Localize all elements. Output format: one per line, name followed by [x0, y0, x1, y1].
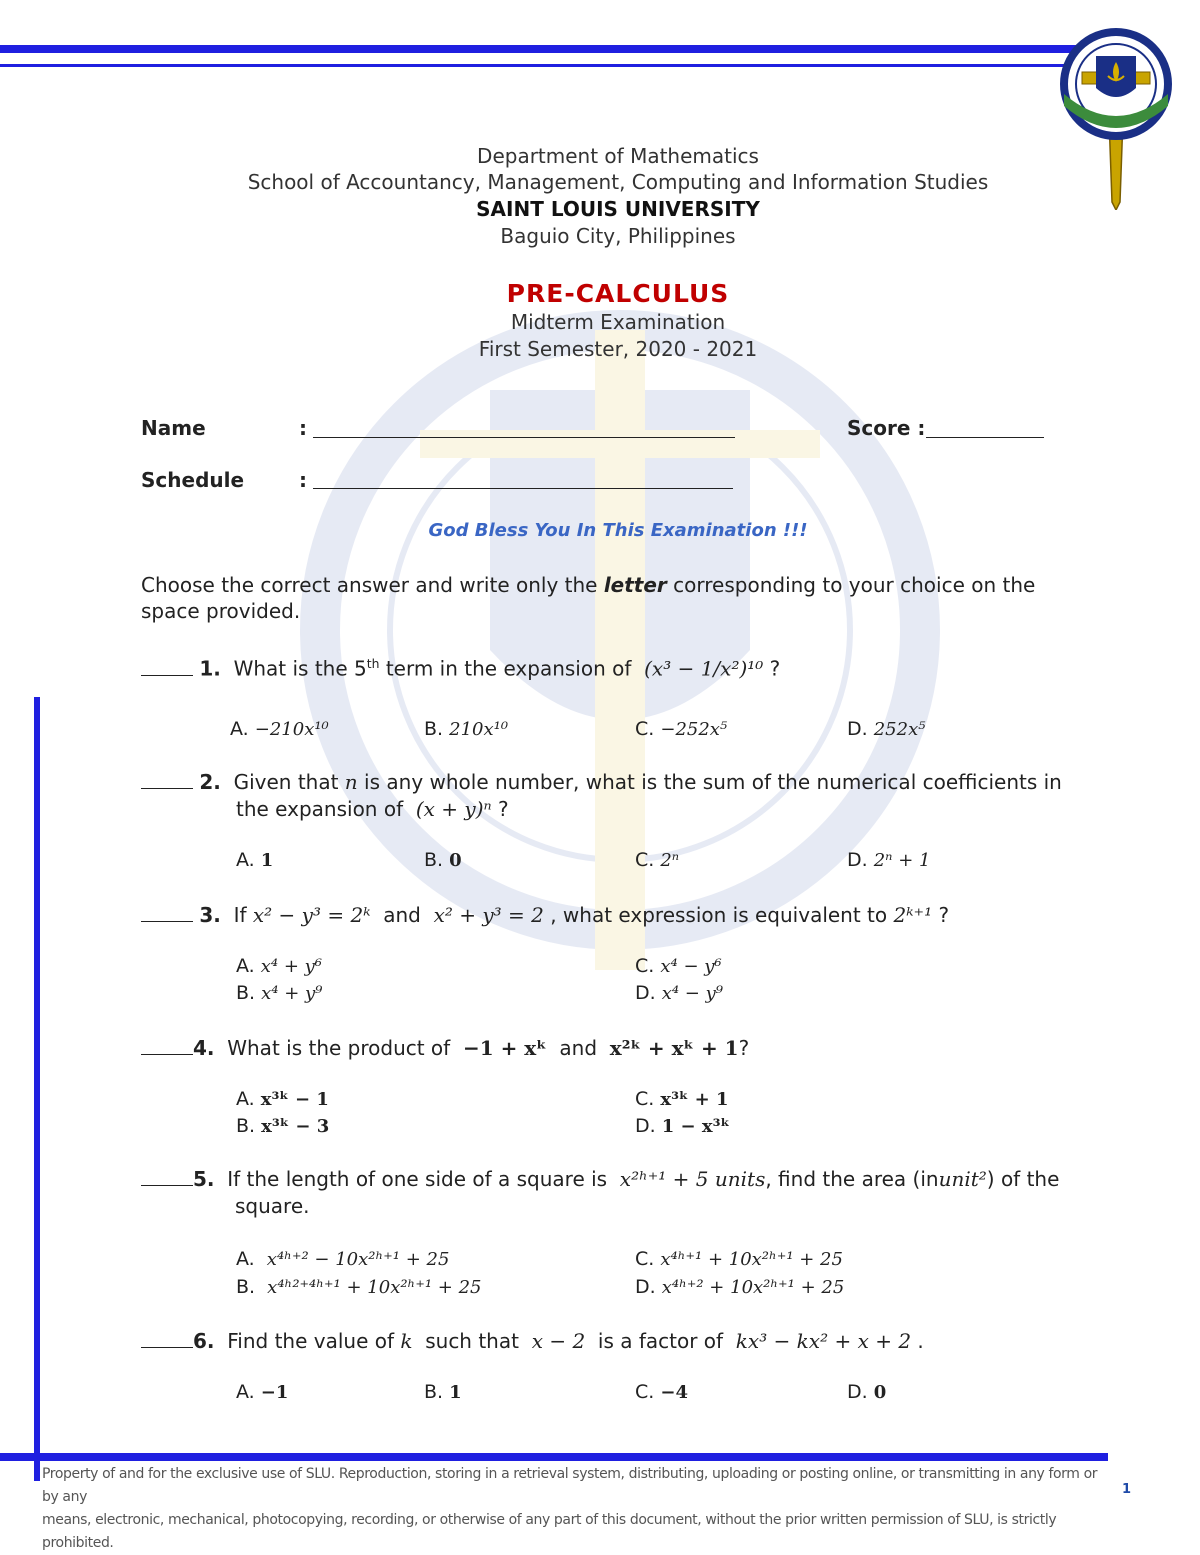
- top-rule-thin: [0, 64, 1080, 67]
- option-value: 210x¹⁰: [449, 719, 509, 740]
- math-expression: x² − y³ = 2ᵏ: [252, 903, 371, 927]
- question-number: 4.: [193, 1036, 215, 1060]
- schedule-label: Schedule: [141, 468, 245, 492]
- question-number: 1.: [199, 656, 221, 681]
- option-letter: B.: [424, 718, 444, 740]
- question-text: If the length of one side of a square is: [227, 1167, 608, 1191]
- department-name: Department of Mathematics: [477, 144, 759, 168]
- option-letter: C.: [635, 955, 655, 977]
- question-2-cont: [236, 797, 509, 821]
- question-number: 3.: [199, 903, 221, 927]
- math-expression: x − 2: [531, 1329, 586, 1353]
- question-end: ?: [938, 903, 950, 927]
- option-letter: B.: [236, 1276, 256, 1298]
- question-number: 6.: [193, 1329, 215, 1353]
- question-4: [141, 1036, 749, 1060]
- option-d: [847, 718, 925, 740]
- question-5: [141, 1167, 1059, 1191]
- question-text: Find the value of: [227, 1329, 395, 1353]
- ordinal-suffix: th: [366, 656, 380, 671]
- option-letter: C.: [635, 1248, 655, 1270]
- university-name: SAINT LOUIS UNIVERSITY: [476, 197, 760, 221]
- option-value: x⁴ + y⁶: [260, 956, 323, 977]
- option-d: [635, 1115, 730, 1137]
- question-end: ?: [738, 1036, 750, 1060]
- option-value: x³ᵏ − 1: [260, 1089, 329, 1110]
- copyright-line-2: means, electronic, mechanical, photocopying, recording, or otherwise of any part of this document, without the prior written permission of SLU, is strictly prohibited.: [42, 1512, 1057, 1551]
- page-number: 1: [1122, 1482, 1132, 1497]
- question-text: and: [559, 1036, 598, 1060]
- math-expression: x² + y³ = 2: [433, 903, 544, 927]
- instructions: [141, 572, 1091, 624]
- bottom-rule: [0, 1453, 1108, 1461]
- name-colon: :: [299, 416, 307, 440]
- math-expression: (x³ − 1/x²)¹⁰: [644, 656, 764, 681]
- answer-blank[interactable]: [141, 657, 193, 676]
- question-2: [141, 770, 1062, 794]
- option-letter: B.: [424, 849, 444, 871]
- name-field[interactable]: [313, 437, 735, 438]
- option-value: 252x⁵: [873, 719, 926, 740]
- question-text: What is the product of: [227, 1036, 451, 1060]
- math-expression: 2ᵏ⁺¹: [893, 903, 933, 927]
- question-text: is any whole number, what is the sum of the numerical coefficients in: [364, 770, 1062, 794]
- option-d: [847, 1381, 886, 1403]
- option-a: [236, 849, 273, 871]
- option-letter: D.: [635, 982, 656, 1004]
- option-value: x⁴ − y⁹: [661, 983, 723, 1004]
- instructions-text-end: corresponding to your choice on the space provided.: [141, 573, 1036, 623]
- answer-blank[interactable]: [141, 1167, 193, 1186]
- option-letter: B.: [424, 1381, 444, 1403]
- semester: First Semester, 2020 - 2021: [478, 337, 758, 361]
- question-end: ?: [769, 656, 781, 681]
- option-letter: A.: [230, 718, 249, 740]
- option-letter: D.: [847, 718, 868, 740]
- option-c: [635, 1088, 729, 1110]
- score-label: Score :: [847, 416, 926, 440]
- question-6: [141, 1329, 924, 1353]
- option-b: [424, 1381, 462, 1403]
- option-value: −4: [660, 1382, 688, 1403]
- option-value: 2ⁿ: [660, 850, 680, 871]
- option-d: [635, 982, 723, 1004]
- option-c: [635, 955, 722, 977]
- option-value: 1: [449, 1382, 462, 1403]
- option-b: [236, 982, 322, 1004]
- option-value: 0: [873, 1382, 887, 1403]
- option-letter: A.: [236, 1381, 255, 1403]
- option-b: [424, 718, 508, 740]
- blessing-message: God Bless You In This Examination !!!: [428, 520, 808, 541]
- option-value: x⁴ − y⁶: [660, 956, 722, 977]
- schedule-colon: :: [299, 468, 307, 492]
- option-value: −210x¹⁰: [254, 719, 329, 740]
- question-text: If: [233, 903, 247, 927]
- answer-blank[interactable]: [141, 903, 193, 922]
- option-letter: D.: [847, 849, 868, 871]
- option-value: x³ᵏ + 1: [660, 1089, 729, 1110]
- option-b: [236, 1115, 329, 1137]
- option-value: x⁴ʰ⁺¹ + 10x²ʰ⁺¹ + 25: [660, 1249, 843, 1270]
- question-1: [141, 656, 780, 681]
- option-letter: A.: [236, 1088, 255, 1110]
- top-rule-thick: [0, 45, 1080, 53]
- question-3: [141, 903, 949, 927]
- option-value: x³ᵏ − 3: [261, 1116, 330, 1137]
- option-d: [635, 1276, 844, 1298]
- option-value: x⁴ʰ²⁺⁴ʰ⁺¹ + 10x²ʰ⁺¹ + 25: [267, 1277, 482, 1298]
- question-text: ) of the: [986, 1167, 1060, 1191]
- school-name: School of Accountancy, Management, Computing and Information Studies: [247, 170, 989, 194]
- left-margin-rule: [34, 697, 40, 1481]
- math-expression: kx³ − kx² + x + 2: [735, 1329, 912, 1353]
- option-a: [236, 1088, 329, 1110]
- option-value: −252x⁵: [660, 719, 728, 740]
- option-a: [236, 1248, 449, 1270]
- option-a: [236, 1381, 288, 1403]
- option-value: x⁴ + y⁹: [261, 983, 323, 1004]
- option-value: 0: [449, 850, 462, 871]
- course-title: PRE-CALCULUS: [506, 279, 730, 308]
- option-value: x⁴ʰ⁺² − 10x²ʰ⁺¹ + 25: [266, 1249, 450, 1270]
- option-letter: B.: [236, 1115, 256, 1137]
- option-letter: D.: [847, 1381, 868, 1403]
- question-text: term in the expansion of: [379, 656, 632, 681]
- answer-blank[interactable]: [141, 1036, 193, 1055]
- math-variable: n: [344, 770, 358, 794]
- option-letter: C.: [635, 1381, 655, 1403]
- math-expression: −1 + xᵏ: [462, 1036, 547, 1060]
- copyright-line-1: Property of and for the exclusive use of SLU. Reproduction, storing in a retrieval system, distributing, uploading or posting online, or transmitting in any form or by any: [42, 1466, 1098, 1505]
- question-text: and: [383, 903, 421, 927]
- option-value: 1 − x³ᵏ: [661, 1116, 730, 1137]
- option-c: [635, 849, 679, 871]
- question-end: ?: [497, 797, 509, 821]
- question-text: What is the 5: [233, 656, 367, 681]
- question-text: , what expression is equivalent to: [550, 903, 888, 927]
- option-letter: C.: [635, 718, 655, 740]
- option-c: [635, 1248, 843, 1270]
- university-location: Baguio City, Philippines: [500, 224, 736, 248]
- math-expression: x²ʰ⁺¹ + 5 units: [619, 1167, 766, 1191]
- option-value: 2ⁿ + 1: [873, 850, 931, 871]
- question-end: .: [917, 1329, 924, 1353]
- option-c: [635, 718, 727, 740]
- question-text: such that: [425, 1329, 519, 1353]
- option-value: 1: [260, 850, 274, 871]
- instructions-text: Choose the correct answer and write only the: [141, 573, 604, 597]
- score-field[interactable]: [926, 437, 1044, 438]
- exam-name: Midterm Examination: [510, 310, 726, 334]
- option-value: −1: [260, 1382, 289, 1403]
- option-letter: A.: [236, 1248, 255, 1270]
- math-expression: (x + y)ⁿ: [415, 797, 492, 821]
- schedule-field[interactable]: [313, 488, 733, 489]
- option-letter: C.: [635, 849, 655, 871]
- name-label: Name: [141, 416, 206, 440]
- answer-blank[interactable]: [141, 770, 193, 789]
- math-expression: unit²: [938, 1167, 987, 1191]
- option-b: [424, 849, 462, 871]
- question-5-cont: square.: [235, 1194, 310, 1218]
- option-d: [847, 849, 930, 871]
- question-text: is a factor of: [597, 1329, 724, 1353]
- answer-blank[interactable]: [141, 1329, 193, 1348]
- option-letter: B.: [236, 982, 256, 1004]
- copyright-notice: [42, 1463, 1112, 1555]
- question-text: , find the area (in: [765, 1167, 939, 1191]
- math-variable: k: [400, 1329, 413, 1353]
- option-a: [236, 955, 322, 977]
- option-letter: D.: [635, 1276, 656, 1298]
- option-b: [236, 1276, 482, 1298]
- question-number: 5.: [193, 1167, 215, 1191]
- question-number: 2.: [199, 770, 221, 794]
- option-letter: C.: [635, 1088, 655, 1110]
- question-text: the expansion of: [236, 797, 404, 821]
- option-letter: A.: [236, 849, 255, 871]
- question-text: Given that: [233, 770, 339, 794]
- option-a: [230, 718, 329, 740]
- option-letter: D.: [635, 1115, 656, 1137]
- option-c: [635, 1381, 688, 1403]
- math-expression: x²ᵏ + xᵏ + 1: [609, 1036, 739, 1060]
- instructions-emphasis: letter: [603, 573, 667, 597]
- option-value: x⁴ʰ⁺² + 10x²ʰ⁺¹ + 25: [661, 1277, 845, 1298]
- option-letter: A.: [236, 955, 255, 977]
